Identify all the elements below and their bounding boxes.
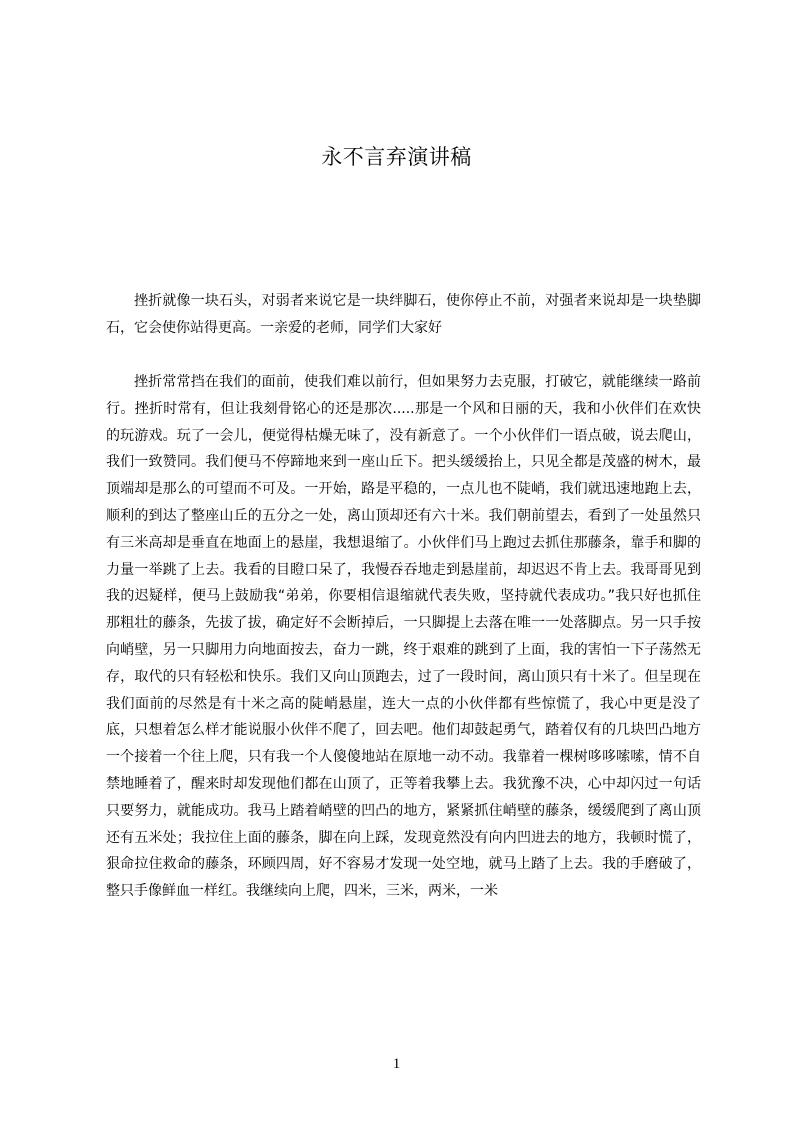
- page-title: 永不言弃演讲稿: [321, 145, 472, 169]
- paragraph-opening: 挫折就像一块石头，对弱者来说它是一块绊脚石，使你停止不前，对强者来说却是一块垫脚石，它会使你站得更高。一亲爱的老师，同学们大家好: [106, 293, 701, 336]
- page-number: 1: [392, 1056, 401, 1072]
- paragraph-story: 挫折常常挡在我们的面前，使我们难以前行，但如果努力去克服，打破它，就能继续一路前行。挫折时常有，但让我刻骨铭心的还是那次.....那是一个风和日丽的天，我和小伙伴们在欢快的玩游戏。玩了一会儿，便觉得枯燥无味了，没有新意了。一个小伙伴们一语点破，说去爬山，我们一致赞同。我们便马不停蹄地来到一座山丘下。把头缓缓抬上，只见全都是茂盛的树木，最顶端却是那么的可望而不可及。一开始，路是平稳的，一点儿也不陡峭，我们就迅速地跑上去，顺利的到达了整座山丘的五分之一处，离山顶却还有六十米。我们朝前望去，看到了一处虽然只有三米高却是垂直在地面上的悬崖，我想退缩了。小伙伴们马上跑过去抓住那藤条，靠手和脚的力量一举跳了上去。我看的目瞪口呆了，我慢吞吞地走到悬崖前，却迟迟不肯上去。我哥哥见到我的迟疑样，便马上鼓励我“弟弟，你要相信退缩就代表失败，坚持就代表成功。”我只好也抓住那粗壮的藤条，先拔了拔，确定好不会断掉后，一只脚提上去落在唯一一处落脚点。另一只手按向峭壁，另一只脚用力向地面按去，奋力一跳，终于艰难的跳到了上面，我的害怕一下子荡然无存，取代的只有轻松和快乐。我们又向山顶跑去，过了一段时间，离山顶只有十米了。但呈现在我们面前的尽然是有十米之高的陡峭悬崖，连大一点的小伙伴都有些惊慌了，我心中更是没了底，只想着怎么样才能说服小伙伴不爬了，回去吧。他们却鼓起勇气，踏着仅有的几块凹凸地方一个接着一个往上爬，只有我一个人傻傻地站在原地一动不动。我靠着一棵树哆哆嗦嗦，情不自禁地睡着了，醒来时却发现他们都在山顶了，正等着我攀上去。我犹豫不决，心中却闪过一句话只要努力，就能成功。我马上踏着峭壁的凹凸的地方，紧紧抓住峭壁的藤条，缓缓爬到了离山顶还有五米处；我拉住上面的藤条，脚在向上踩，发现竟然没有向内凹进去的地方，我顿时慌了，狠命拉住救命的藤条，环顾四周，好不容易才发现一处空地，就马上踏了上去。我的手磨破了，整只手像鲜血一样红。我继续向上爬，四米，三米，两米，一米: [106, 374, 701, 900]
